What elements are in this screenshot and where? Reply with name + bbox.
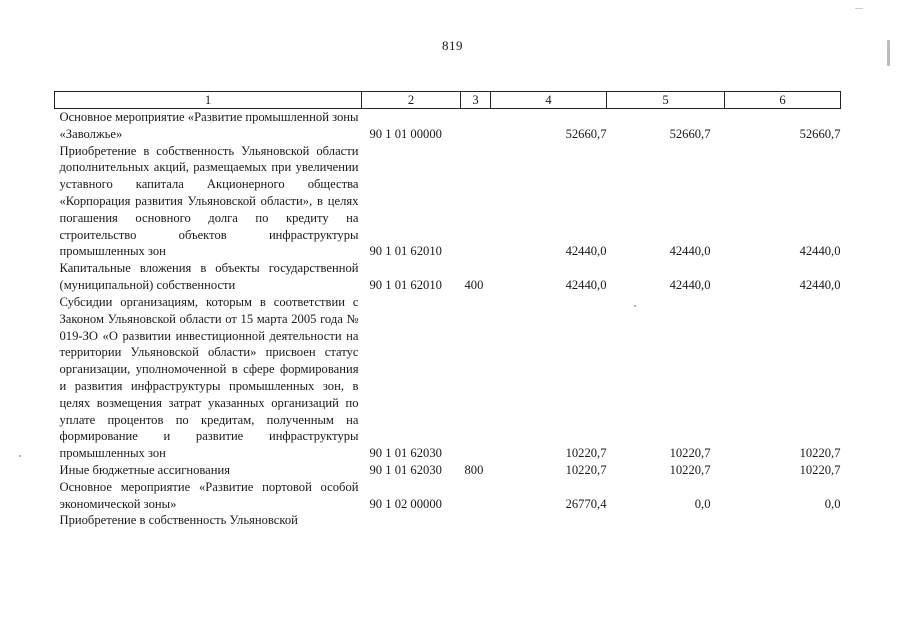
budget-table-container — [54, 91, 840, 529]
row-value-4: 10220,7 — [565, 446, 607, 461]
row-kind — [461, 479, 491, 513]
row-kind: 800 — [464, 462, 484, 477]
row-kind — [461, 512, 491, 529]
budget-table — [54, 91, 841, 529]
scan-mark — [634, 305, 636, 307]
row-code: 90 1 01 62010 — [369, 278, 442, 293]
table-row — [55, 143, 841, 261]
table-row — [55, 479, 841, 513]
row-value-6: 42440,0 — [799, 244, 841, 259]
table-row — [55, 109, 841, 143]
row-value-4 — [491, 512, 607, 529]
row-code: 90 1 02 00000 — [369, 496, 442, 511]
row-name: Основное мероприятие «Развитие портовой особой экономической зоны» — [59, 479, 359, 511]
row-value-4: 10220,7 — [565, 462, 607, 477]
row-value-6: 0,0 — [824, 496, 841, 511]
row-value-6: 10220,7 — [799, 462, 841, 477]
row-value-4: 42440,0 — [565, 244, 607, 259]
row-value-5: 52660,7 — [669, 126, 711, 141]
row-kind: 400 — [464, 278, 484, 293]
header-cell: 5 — [607, 92, 725, 109]
row-code: 90 1 01 62010 — [369, 244, 442, 259]
row-value-6 — [725, 512, 841, 529]
row-value-6: 52660,7 — [799, 126, 841, 141]
row-value-4: 42440,0 — [565, 278, 607, 293]
row-code: 90 1 01 62030 — [369, 462, 442, 477]
row-value-4: 26770,4 — [565, 496, 607, 511]
row-kind — [461, 294, 491, 462]
row-value-5: 0,0 — [694, 496, 711, 511]
row-code: 90 1 01 62030 — [369, 446, 442, 461]
table-row — [55, 294, 841, 462]
table-row — [55, 260, 841, 294]
row-value-5 — [607, 512, 725, 529]
table-row — [55, 512, 841, 529]
header-cell: 1 — [55, 92, 362, 109]
table-row — [55, 462, 841, 479]
scan-mark — [887, 40, 890, 66]
row-value-5: 10220,7 — [669, 462, 711, 477]
header-cell: 2 — [362, 92, 461, 109]
scan-mark — [19, 455, 21, 457]
row-name: Субсидии организациям, которым в соответствии с Законом Ульяновской области от 15 марта 2005 года № 019-ЗО «О развитии инвестиционной деятельности на территории Ульяновской области» присвоен статус организации, уполномоченной в сфере формирования и развития инфраструктуры промышленных зон, в целях возмещения затрат указанных организаций по уплате процентов по кредитам, полученным на формирование и развитие инфраструктуры промышленных зон — [59, 294, 359, 461]
row-value-5: 10220,7 — [669, 446, 711, 461]
row-value-5: 42440,0 — [669, 244, 711, 259]
row-name: Основное мероприятие «Развитие промышленной зоны «Заволжье» — [59, 110, 359, 141]
scan-mark — [855, 8, 863, 9]
row-kind — [461, 143, 491, 261]
row-kind — [461, 109, 491, 143]
header-cell: 4 — [491, 92, 607, 109]
row-name: Капитальные вложения в объекты государственной (муниципальной) собственности — [59, 261, 359, 292]
row-value-6: 10220,7 — [799, 446, 841, 461]
row-name: Приобретение в собственность Ульяновской — [59, 513, 298, 528]
row-code: 90 1 01 00000 — [369, 126, 442, 141]
row-value-5: 42440,0 — [669, 278, 711, 293]
page-number: 819 — [442, 38, 463, 53]
row-name: Иные бюджетные ассигнования — [59, 462, 231, 477]
header-row — [55, 92, 841, 109]
row-code — [362, 512, 461, 529]
header-cell: 3 — [461, 92, 491, 109]
row-value-6: 42440,0 — [799, 278, 841, 293]
row-value-4: 52660,7 — [565, 126, 607, 141]
row-name: Приобретение в собственность Ульяновской области дополнительных акций, размещаемых при увеличении уставного капитала Акционерного общества «Корпорация развития Ульяновской области», в целях погашения основного долга по кредиту на строительство объектов инфраструктуры промышленных зон — [59, 143, 359, 259]
header-cell: 6 — [725, 92, 841, 109]
